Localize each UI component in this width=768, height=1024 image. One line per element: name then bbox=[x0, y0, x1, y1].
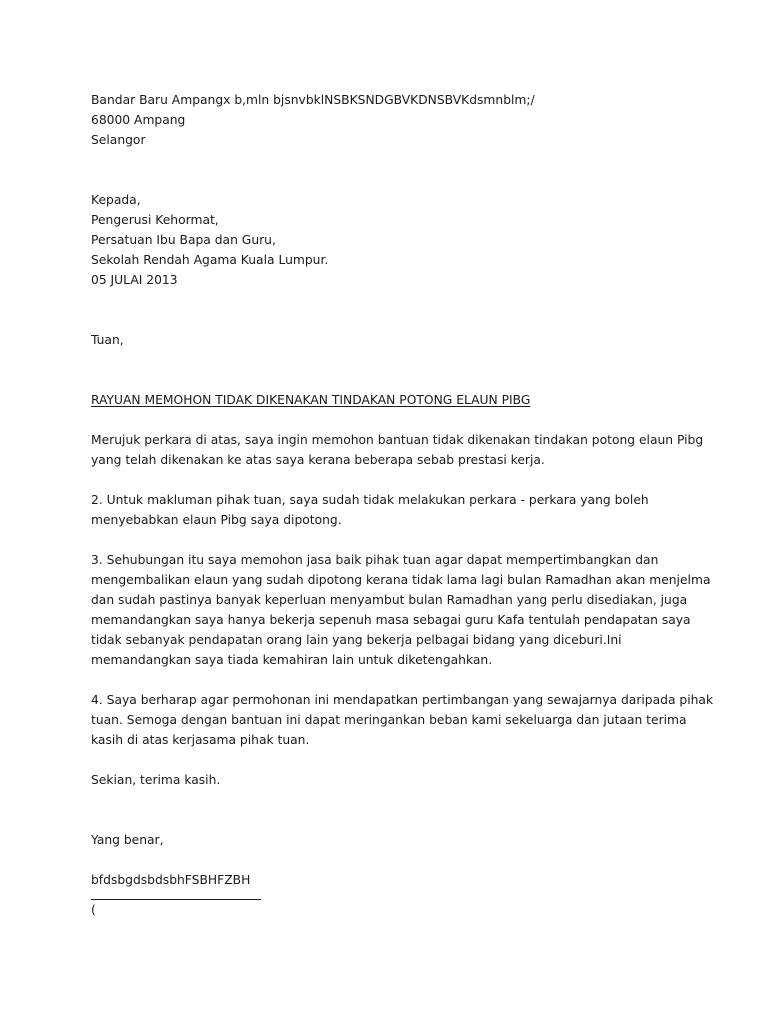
address-line-2: 68000 Ampang bbox=[91, 113, 186, 127]
address-line-1: Bandar Baru Ampangx b,mln bjsnvbklNSBKSNDGBVKDNSBVKdsmnblm;/ bbox=[91, 93, 535, 107]
recipient-org: Persatuan Ibu Bapa dan Guru, bbox=[91, 233, 276, 247]
spacer bbox=[91, 410, 721, 430]
spacer bbox=[91, 150, 721, 190]
spacer bbox=[91, 790, 721, 830]
subject-heading: RAYUAN MEMOHON TIDAK DIKENAKAN TINDAKAN POTONG ELAUN PIBG bbox=[91, 393, 531, 407]
signature-name: bfdsbgdsbdsbhFSBHFZBH bbox=[91, 873, 251, 887]
signature-line bbox=[91, 890, 261, 900]
closing-text: Sekian, terima kasih. bbox=[91, 773, 221, 787]
paragraph-1: Merujuk perkara di atas, saya ingin memohon bantuan tidak dikenakan tindakan potong elaun Pibg yang telah dikenakan ke atas saya kerana beberapa sebab prestasi kerja. bbox=[91, 433, 704, 467]
address-line-3: Selangor bbox=[91, 133, 146, 147]
spacer bbox=[91, 350, 721, 390]
spacer bbox=[91, 670, 721, 690]
spacer bbox=[91, 850, 721, 870]
letter-body bbox=[91, 90, 721, 920]
spacer bbox=[91, 530, 721, 550]
signoff: Yang benar, bbox=[91, 833, 164, 847]
letter-date: 05 JULAI 2013 bbox=[91, 273, 178, 287]
salutation: Tuan, bbox=[91, 333, 124, 347]
signature-paren: ( bbox=[91, 903, 96, 917]
sender-address bbox=[91, 90, 721, 150]
spacer bbox=[91, 750, 721, 770]
paragraph-3: 3. Sehubungan itu saya memohon jasa baik pihak tuan agar dapat mempertimbangkan dan mengembalikan elaun yang sudah dipotong kerana tidak lama lagi bulan Ramadhan akan menjelma dan sudah pastinya banyak keperluan menyambut bulan Ramadhan yang perlu disediakan, juga memandangkan saya hanya bekerja sepenuh masa sebagai guru Kafa tentulah pendapatan saya tidak sebanyak pendapatan orang lain yang bekerja pelbagai bidang yang diceburi.Ini memandangkan saya tiada kemahiran lain untuk diketengahkan. bbox=[91, 553, 711, 667]
recipient-to: Kepada, bbox=[91, 193, 141, 207]
paragraph-2: 2. Untuk makluman pihak tuan, saya sudah tidak melakukan perkara - perkara yang boleh menyebabkan elaun Pibg saya dipotong. bbox=[91, 493, 649, 527]
recipient-block bbox=[91, 190, 721, 290]
recipient-title: Pengerusi Kehormat, bbox=[91, 213, 219, 227]
spacer bbox=[91, 470, 721, 490]
spacer bbox=[91, 290, 721, 330]
recipient-school: Sekolah Rendah Agama Kuala Lumpur. bbox=[91, 253, 329, 267]
paragraph-4: 4. Saya berharap agar permohonan ini mendapatkan pertimbangan yang sewajarnya daripada pihak tuan. Semoga dengan bantuan ini dapat meringankan beban kami sekeluarga dan jutaan terima kasih di atas kerjasama pihak tuan. bbox=[91, 693, 714, 747]
